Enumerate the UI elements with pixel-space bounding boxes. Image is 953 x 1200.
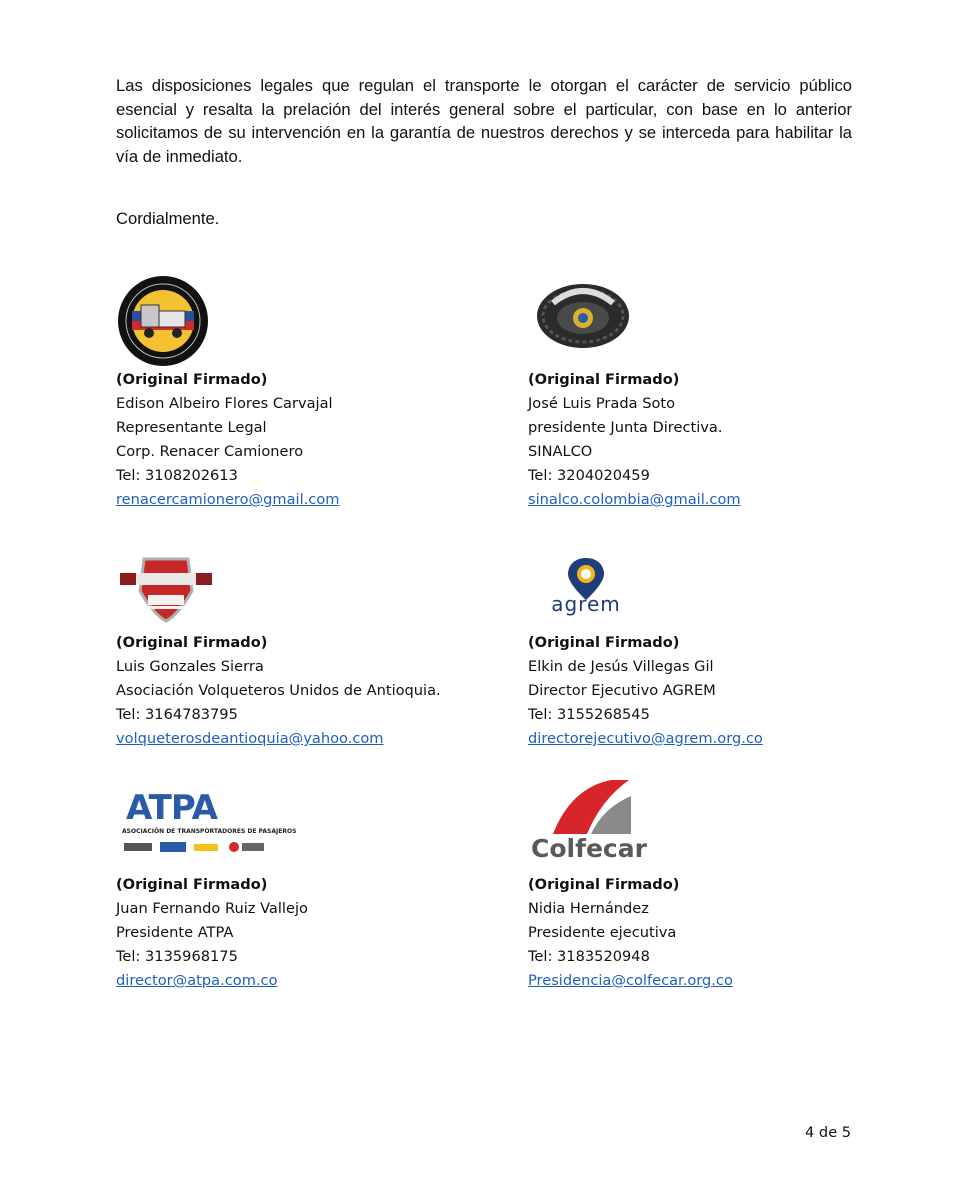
signatory-phone: Tel: 3108202613 bbox=[116, 467, 238, 484]
signed-status: (Original Firmado) bbox=[116, 634, 268, 651]
signature-block-renacer bbox=[116, 368, 339, 512]
sinalco-logo bbox=[535, 283, 631, 349]
signatory-email-link[interactable]: renacercamionero@gmail.com bbox=[116, 491, 340, 508]
signatory-name: Juan Fernando Ruiz Vallejo bbox=[116, 900, 308, 917]
signatory-name: Nidia Hernández bbox=[528, 900, 649, 917]
atpa-logo bbox=[118, 788, 297, 856]
signed-status: (Original Firmado) bbox=[116, 371, 268, 388]
signature-block-atpa bbox=[116, 873, 308, 993]
signature-block-colfecar bbox=[528, 873, 733, 993]
agrem-logo-text: agrem bbox=[551, 592, 621, 616]
signature-block-agrem bbox=[528, 631, 763, 751]
signatory-name: José Luis Prada Soto bbox=[528, 395, 676, 412]
signatory-organization: Corp. Renacer Camionero bbox=[116, 443, 304, 460]
signatory-email-link[interactable]: directorejecutivo@agrem.org.co bbox=[528, 730, 763, 747]
signatory-phone: Tel: 3164783795 bbox=[116, 706, 238, 723]
signatory-name: Elkin de Jesús Villegas Gil bbox=[528, 658, 714, 675]
signatory-name: Edison Albeiro Flores Carvajal bbox=[116, 395, 333, 412]
signature-block-volqueteros bbox=[116, 631, 441, 751]
signed-status: (Original Firmado) bbox=[528, 634, 680, 651]
renacer-camionero-logo bbox=[117, 275, 209, 367]
signatory-phone: Tel: 3183520948 bbox=[528, 948, 650, 965]
colfecar-logo-text: Colfecar bbox=[531, 834, 647, 863]
body-paragraph: Las disposiciones legales que regulan el transporte le otorgan el carácter de servicio público esencial y resalta la prelación del interés general sobre el particular, con base en lo anterior solicitamos de su intervención en la garantía de nuestros derechos y se interceda para habilitar la vía de inmediato. bbox=[116, 76, 852, 166]
signatory-role: Presidente ejecutiva bbox=[528, 924, 677, 941]
atpa-logo-text: ATPA bbox=[126, 788, 217, 828]
signed-status: (Original Firmado) bbox=[528, 371, 680, 388]
signatory-role: Asociación Volqueteros Unidos de Antioquia. bbox=[116, 682, 441, 699]
signature-block-sinalco bbox=[528, 368, 741, 512]
closing-salutation: Cordialmente. bbox=[116, 209, 220, 228]
signatory-email-link[interactable]: director@atpa.com.co bbox=[116, 972, 278, 989]
signatory-role: presidente Junta Directiva. bbox=[528, 419, 723, 436]
signatory-phone: Tel: 3155268545 bbox=[528, 706, 650, 723]
signed-status: (Original Firmado) bbox=[116, 876, 268, 893]
signatory-phone: Tel: 3135968175 bbox=[116, 948, 238, 965]
signatory-name: Luis Gonzales Sierra bbox=[116, 658, 264, 675]
signatory-role: Representante Legal bbox=[116, 419, 267, 436]
colfecar-logo bbox=[531, 778, 657, 864]
signatory-phone: Tel: 3204020459 bbox=[528, 467, 650, 484]
volqueteros-antioquia-logo bbox=[118, 557, 214, 623]
signed-status: (Original Firmado) bbox=[528, 876, 680, 893]
page-number: 4 de 5 bbox=[805, 1124, 852, 1141]
signatory-organization: SINALCO bbox=[528, 443, 593, 460]
signatory-role: Director Ejecutivo AGREM bbox=[528, 682, 716, 699]
signatory-role: Presidente ATPA bbox=[116, 924, 234, 941]
atpa-logo-subtext: ASOCIACIÓN DE TRANSPORTADORES DE PASAJEROS bbox=[122, 828, 297, 835]
signatory-email-link[interactable]: Presidencia@colfecar.org.co bbox=[528, 972, 733, 989]
agrem-logo bbox=[540, 556, 632, 622]
signatory-email-link[interactable]: sinalco.colombia@gmail.com bbox=[528, 491, 741, 508]
signatory-email-link[interactable]: volqueterosdeantioquia@yahoo.com bbox=[116, 730, 384, 747]
